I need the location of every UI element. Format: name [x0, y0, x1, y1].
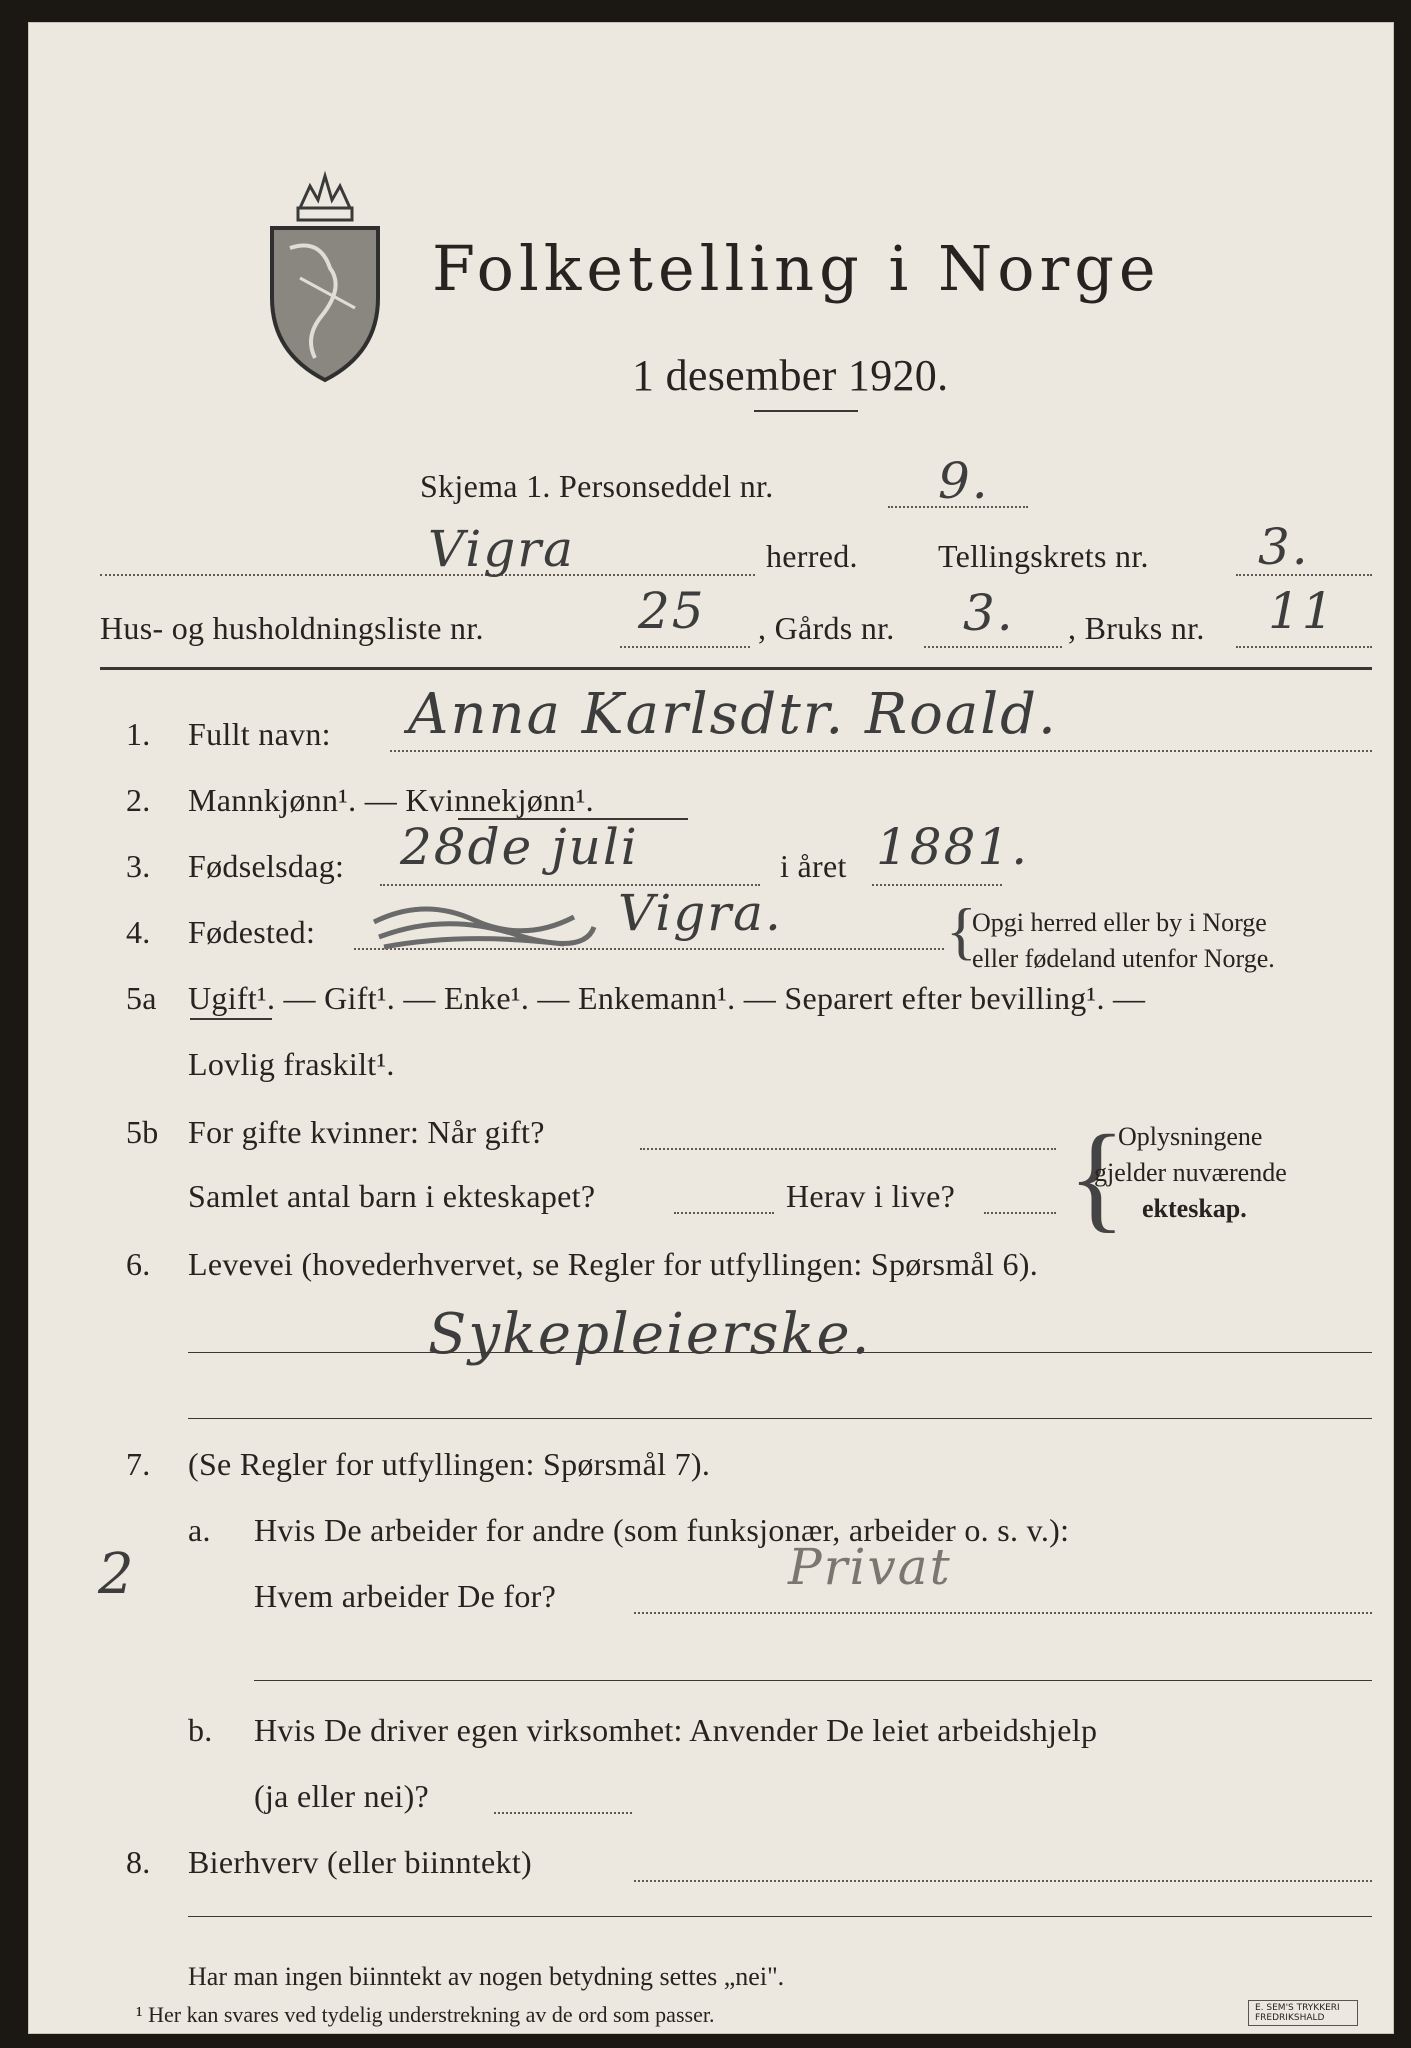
q7a-employer-label: Hvem arbeider De for? — [254, 1578, 557, 1614]
q7a-employer-value: Privat — [788, 1538, 952, 1596]
q3-value: 28de juli — [400, 818, 639, 876]
q3-label: Fødselsdag: — [188, 848, 345, 884]
bottom-note: Har man ingen biinntekt av nogen betydning settes „nei". — [188, 1962, 785, 1991]
q5b-number: 5b — [126, 1114, 159, 1150]
q5b-note-line3: ekteskap. — [1142, 1194, 1247, 1223]
q4-note-line1: Opgi herred eller by i Norge — [972, 908, 1267, 937]
q7a-employer-dots — [634, 1612, 1372, 1614]
margin-mark: 2 — [98, 1542, 136, 1607]
q5b-label: For gifte kvinner: Når gift? — [188, 1114, 545, 1150]
title-divider — [754, 410, 858, 412]
q8-number: 8. — [126, 1844, 151, 1880]
q6-value: Sykepleierske. — [428, 1302, 872, 1367]
q7a-line — [254, 1680, 1372, 1681]
header-rule — [100, 667, 1372, 670]
q1-number: 1. — [126, 716, 151, 752]
q7b-label: Hvis De driver egen virksomhet: Anvender De leiet arbeidshjelp — [254, 1712, 1098, 1748]
q1-value: Anna Karlsdtr. Roald. — [408, 682, 1058, 747]
printer-stamp: E. SEM'S TRYKKERI FREDRIKSHALD — [1248, 2000, 1358, 2026]
census-date: 1 desember 1920. — [632, 351, 949, 400]
scribble-icon — [364, 892, 604, 962]
q5b-children-label: Samlet antal barn i ekteskapet? — [188, 1178, 596, 1214]
q8-line — [188, 1916, 1372, 1917]
q7-label: (Se Regler for utfyllingen: Spørsmål 7). — [188, 1446, 711, 1482]
q5b-note-line1: Oplysningene — [1118, 1122, 1263, 1151]
bruks-value: 11 — [1268, 582, 1336, 640]
q5a-options-2: Lovlig fraskilt¹. — [188, 1046, 395, 1082]
bruks-label: , Bruks nr. — [1068, 610, 1205, 646]
q5a-underline — [190, 1018, 272, 1020]
coat-of-arms-icon — [260, 168, 390, 388]
q7a-letter: a. — [188, 1512, 211, 1548]
q2-label: Mannkjønn¹. — Kvinnekjønn¹. — [188, 782, 594, 818]
q2-number: 2. — [126, 782, 151, 818]
q4-number: 4. — [126, 914, 151, 950]
q5a-options: Ugift¹. — Gift¹. — Enke¹. — Enkemann¹. — Separert efter bevilling¹. — — [188, 980, 1146, 1016]
q7a-label: Hvis De arbeider for andre (som funksjonær, arbeider o. s. v.): — [254, 1512, 1070, 1548]
q3-year-label: i året — [780, 848, 847, 884]
q4-brace: { — [946, 895, 977, 966]
gards-dots — [924, 646, 1062, 648]
tellingskrets-value: 3. — [1258, 518, 1310, 576]
q7-number: 7. — [126, 1446, 151, 1482]
q6-line1 — [188, 1352, 1372, 1353]
personseddel-value: 9. — [938, 452, 990, 510]
q6-number: 6. — [126, 1246, 151, 1282]
herred-label: herred. — [766, 538, 858, 574]
q5b-note-line2: gjelder nuværende — [1094, 1158, 1287, 1187]
q3-number: 3. — [126, 848, 151, 884]
form-title: Folketelling i Norge — [432, 232, 1161, 305]
q5a-number: 5a — [126, 980, 157, 1016]
q4-label: Fødested: — [188, 914, 316, 950]
q3-year-value: 1881. — [876, 818, 1030, 876]
hus-value: 25 — [638, 582, 706, 640]
q8-dots — [634, 1880, 1372, 1882]
q7b-yesno-label: (ja eller nei)? — [254, 1778, 430, 1814]
q1-label: Fullt navn: — [188, 716, 331, 752]
schema-label: Skjema 1. Personseddel nr. — [420, 468, 774, 504]
q6-line2 — [188, 1418, 1372, 1419]
gards-label: , Gårds nr. — [758, 610, 895, 646]
q7b-letter: b. — [188, 1712, 213, 1748]
q5b-children-dots — [674, 1212, 774, 1214]
q5b-dots — [640, 1148, 1056, 1150]
bruks-dots — [1236, 646, 1372, 648]
q3-year-dots — [872, 884, 1002, 886]
husholdningsliste-label: Hus- og husholdningsliste nr. — [100, 610, 484, 646]
q6-label: Levevei (hovederhvervet, se Regler for utfyllingen: Spørsmål 6). — [188, 1246, 1039, 1282]
q1-dots — [390, 750, 1372, 752]
q5b-brace: { — [1068, 1110, 1126, 1243]
q4-note-line2: eller fødeland utenfor Norge. — [972, 944, 1275, 973]
hus-dots — [620, 646, 750, 648]
footnote: ¹ Her kan svares ved tydelig understrekning av de ord som passer. — [136, 2002, 715, 2027]
herred-value: Vigra — [428, 520, 575, 578]
q5b-alive-dots — [984, 1212, 1056, 1214]
census-form — [28, 22, 1394, 2034]
q4-value: Vigra. — [618, 884, 783, 942]
gards-value: 3. — [963, 584, 1015, 642]
q5b-alive-label: Herav i live? — [786, 1178, 956, 1214]
q7b-dots — [494, 1812, 632, 1814]
tellingskrets-label: Tellingskrets nr. — [938, 538, 1149, 574]
q8-label: Bierhverv (eller biinntekt) — [188, 1844, 532, 1880]
